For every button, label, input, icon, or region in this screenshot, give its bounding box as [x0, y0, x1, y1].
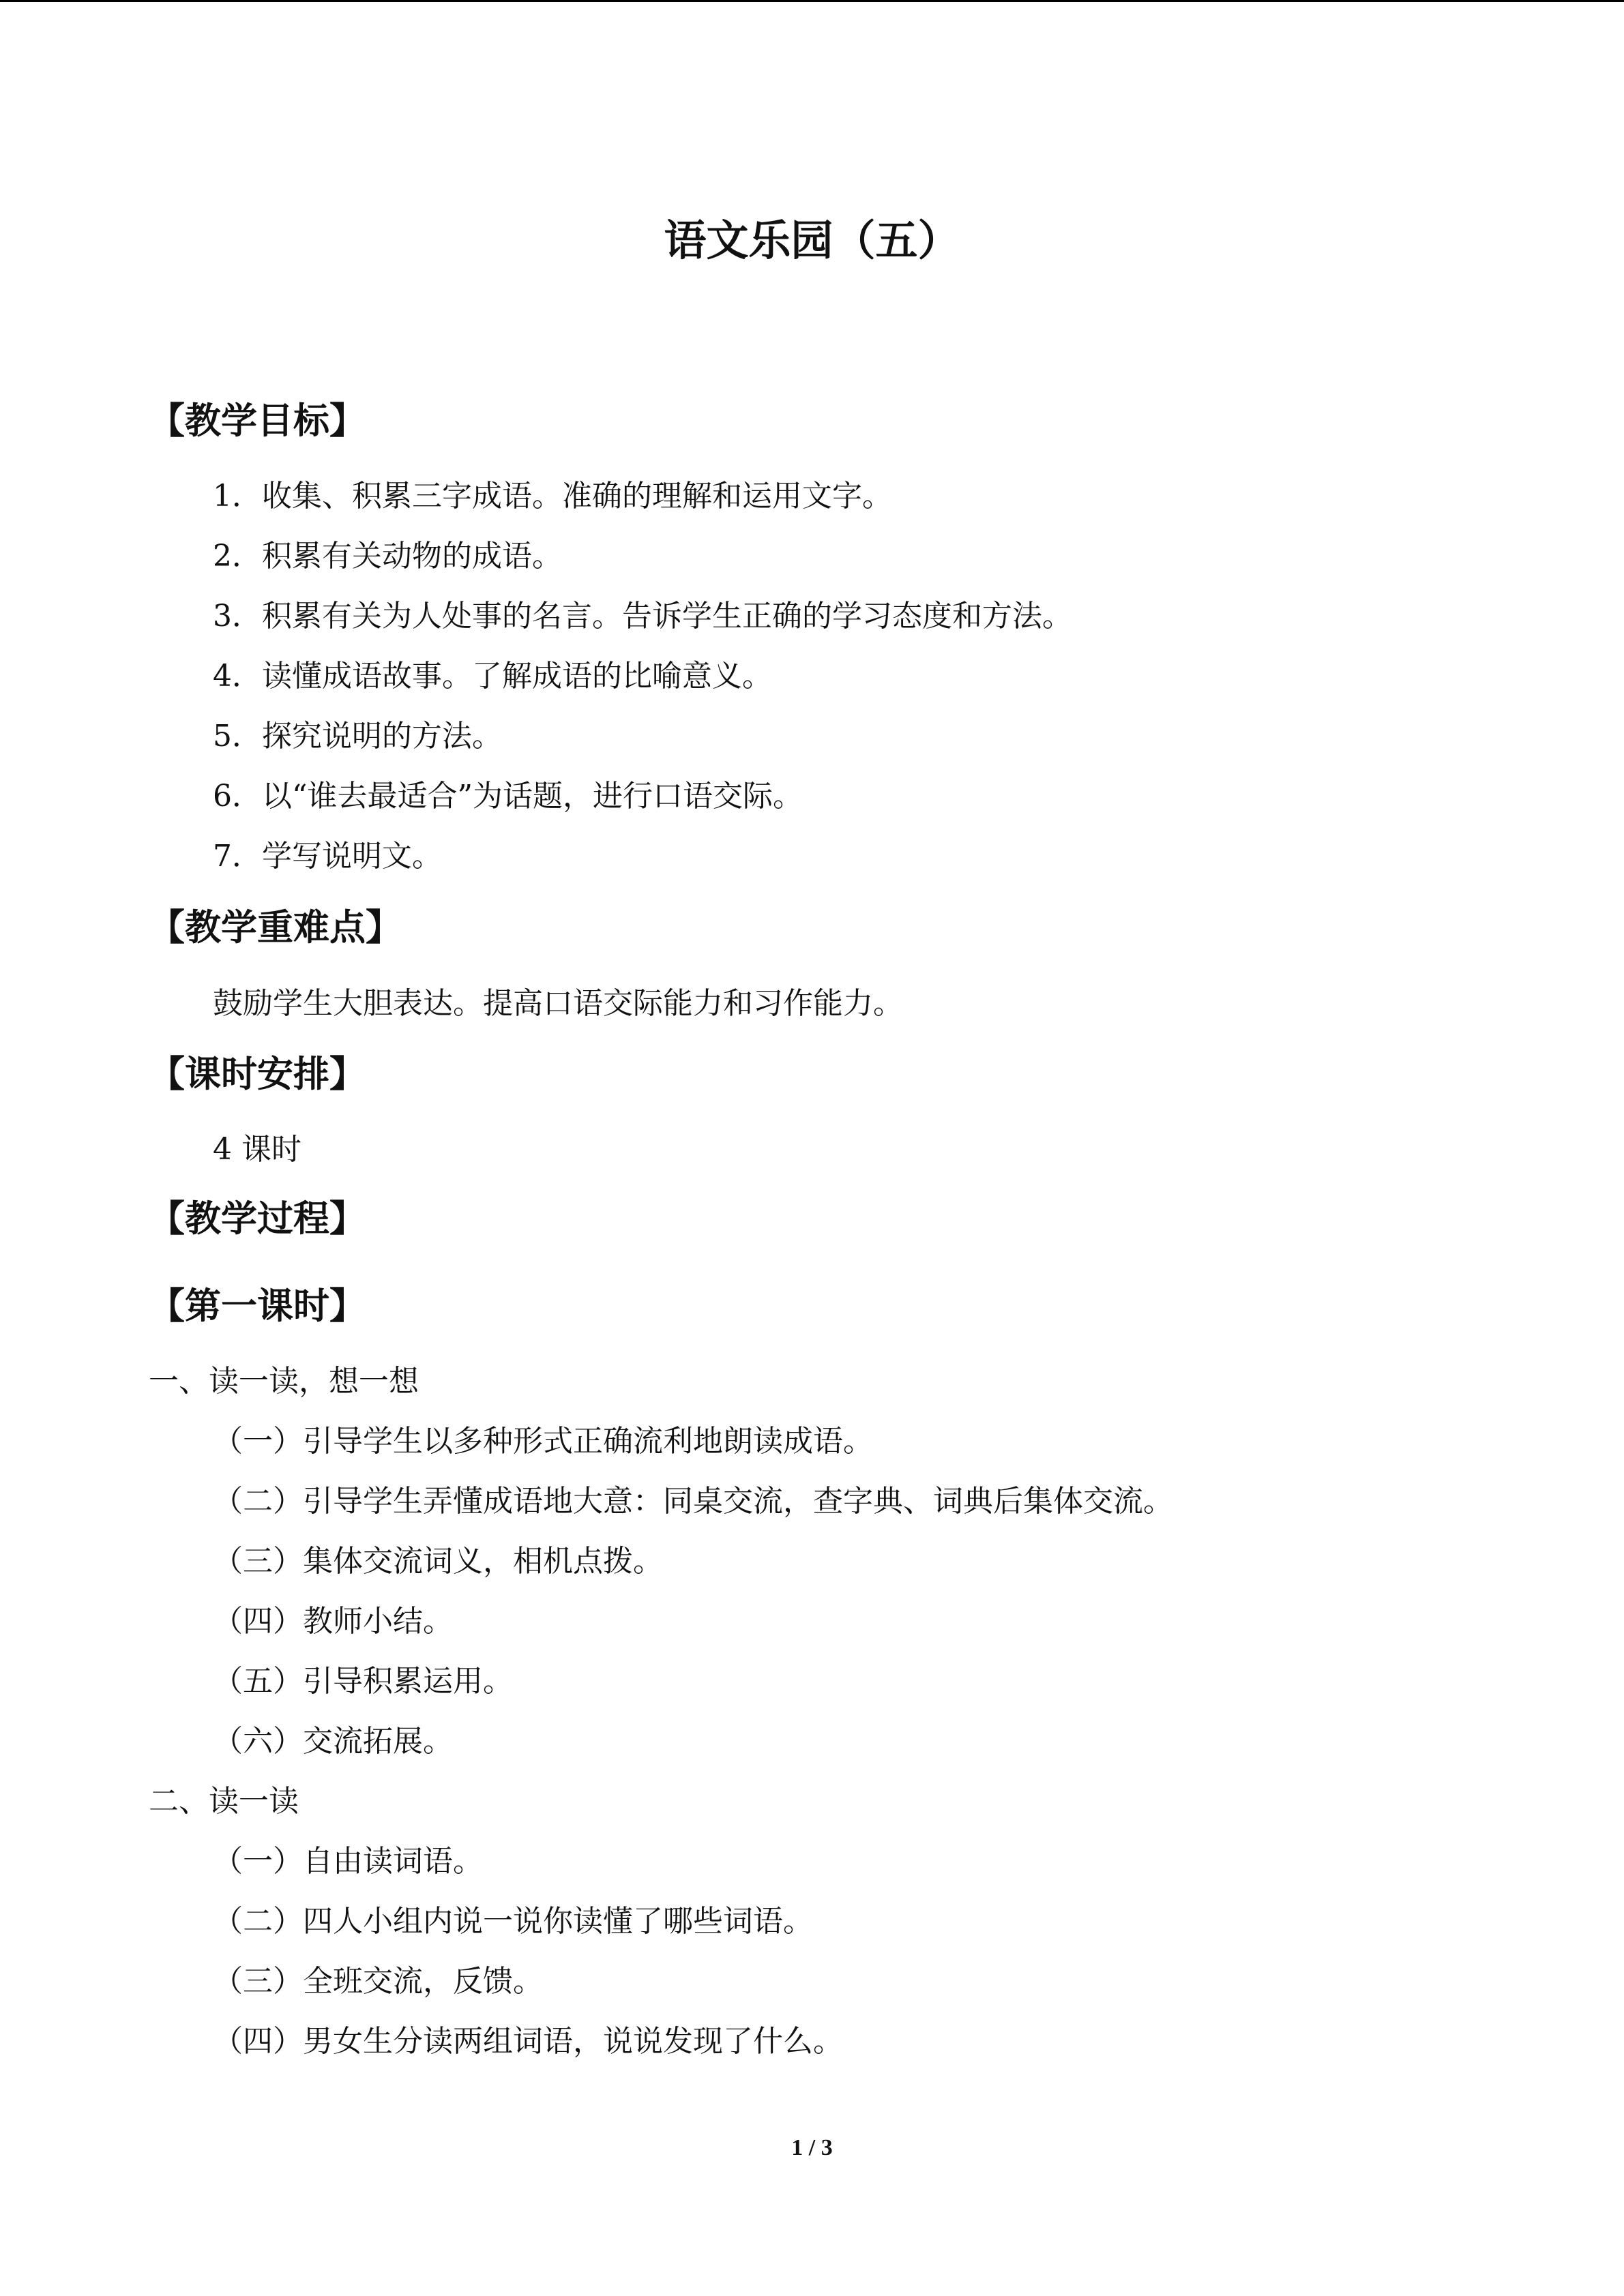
objective-item-1: 1．收集、积累三字成语。准确的理解和运用文字。 [213, 479, 892, 513]
schedule-text: 4 课时 [213, 1132, 301, 1167]
objective-item-4: 4．读懂成语故事。了解成语的比喻意义。 [213, 659, 772, 694]
objective-item-7: 7．学写说明文。 [213, 839, 442, 874]
part2-item-1: （一）自由读词语。 [213, 1844, 483, 1879]
part1-item-2: （二）引导学生弄懂成语地大意：同桌交流，查字典、词典后集体交流。 [213, 1484, 1173, 1519]
part1-item-3: （三）集体交流词义，相机点拨。 [213, 1544, 663, 1579]
heading-key-points: 【教学重难点】 [149, 907, 402, 949]
heading-lesson1: 【第一课时】 [149, 1285, 366, 1327]
heading-schedule: 【课时安排】 [149, 1054, 366, 1095]
part1-title: 一、读一读，想一想 [149, 1364, 419, 1399]
objective-item-6: 6．以“谁去最适合”为话题，进行口语交际。 [213, 779, 803, 814]
part1-item-6: （六）交流拓展。 [213, 1724, 453, 1759]
key-points-text: 鼓励学生大胆表达。提高口语交际能力和习作能力。 [213, 986, 903, 1021]
part2-item-2: （二）四人小组内说一说你读懂了哪些词语。 [213, 1904, 813, 1939]
part1-item-1: （一）引导学生以多种形式正确流利地朗读成语。 [213, 1424, 873, 1459]
page-number: 1 / 3 [791, 2135, 833, 2160]
part2-title: 二、读一读 [149, 1784, 299, 1819]
heading-process: 【教学过程】 [149, 1198, 366, 1240]
heading-objectives: 【教学目标】 [149, 400, 366, 442]
objective-item-2: 2．积累有关动物的成语。 [213, 539, 562, 573]
objective-item-3: 3．积累有关为人处事的名言。告诉学生正确的学习态度和方法。 [213, 599, 1072, 633]
objective-item-5: 5．探究说明的方法。 [213, 719, 502, 754]
part1-item-4: （四）教师小结。 [213, 1604, 453, 1639]
part2-item-4: （四）男女生分读两组词语，说说发现了什么。 [213, 2024, 843, 2059]
page-title: 语文乐园（五） [664, 215, 960, 265]
part2-item-3: （三）全班交流，反馈。 [213, 1964, 543, 1999]
part1-item-5: （五）引导积累运用。 [213, 1664, 513, 1699]
